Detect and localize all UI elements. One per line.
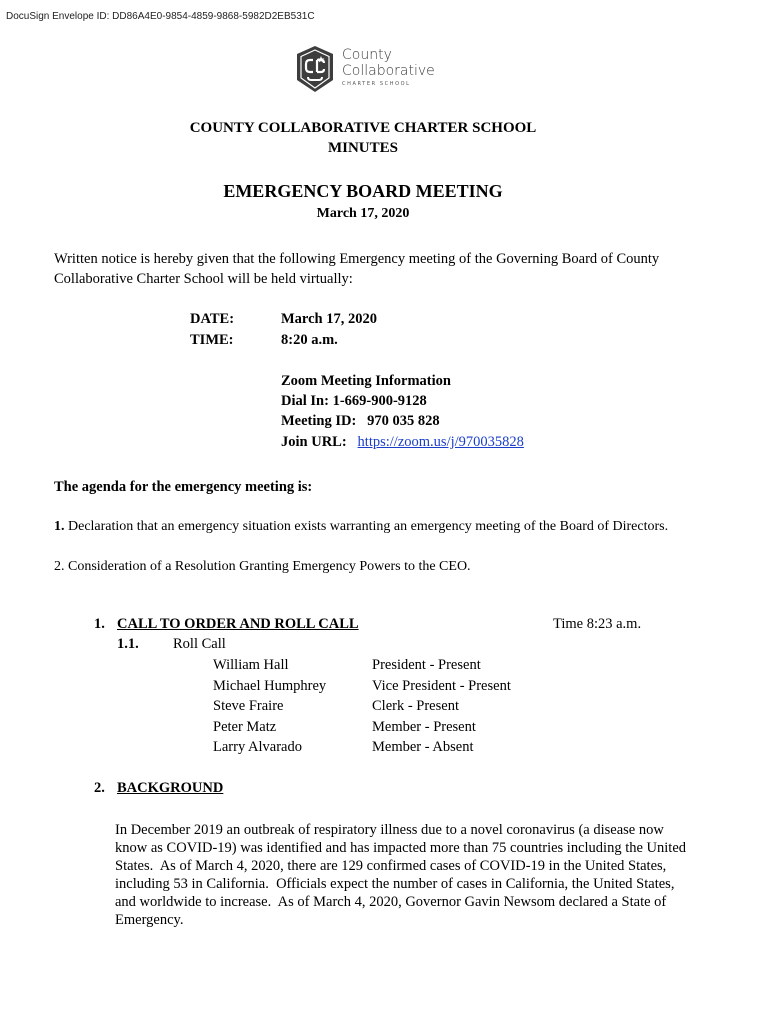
dial-in: Dial In: 1-669-900-9128 [281,393,427,409]
roll-member-status: Member - Present [372,719,476,735]
logo-text-line3: CHARTER SCHOOL [342,81,411,87]
roll-member-name: Larry Alvarado [213,739,302,755]
section1-number: 1. [94,616,105,632]
background-line: In December 2019 an outbreak of respiratory illness due to a novel coronavirus (a disease now [115,822,664,838]
time-label: TIME: [190,332,234,348]
agenda-item-1 [54,517,714,537]
agenda-item-1-text: Declaration that an emergency situation exists warranting an emergency meeting of the Board of Directors. [64,519,669,534]
section2-number: 2. [94,780,105,796]
meeting-id: Meeting ID: 970 035 828 [281,413,440,429]
background-line: and worldwide to increase. As of March 4, 2020, Governor Gavin Newsom declared a State of [115,894,667,910]
roll-member-name: Peter Matz [213,719,277,735]
date-label: DATE: [190,311,235,327]
zoom-heading: Zoom Meeting Information [281,373,451,389]
logo-badge-icon [294,44,336,94]
school-name: COUNTY COLLABORATIVE CHARTER SCHOOL [189,120,537,136]
roll-member-status: Vice President - Present [372,678,511,694]
meeting-title: EMERGENCY BOARD MEETING [223,181,503,201]
time-value: 8:20 a.m. [281,332,338,348]
subsection-title: Roll Call [173,636,226,652]
join-url-link[interactable]: https://zoom.us/j/970035828 [357,434,524,450]
roll-member-status: President - Present [372,657,481,673]
join-url-row [281,434,524,451]
doc-type: MINUTES [327,140,398,156]
logo-text-line1: County [342,47,392,63]
roll-member-name: Michael Humphrey [213,678,327,694]
notice-paragraph: Written notice is hereby given that the following Emergency meeting of the Governing Board of County Collaborative Charter School will be held virtually: [54,251,660,287]
school-logo [294,44,444,96]
section1-title: CALL TO ORDER AND ROLL CALL [117,616,359,632]
background-line: Emergency. [115,912,184,928]
meeting-date: March 17, 2020 [316,206,410,221]
subsection-number: 1.1. [117,636,139,652]
logo-text-line2: Collaborative [342,63,435,79]
roll-member-name: Steve Fraire [213,698,284,714]
roll-member-name: William Hall [213,657,289,673]
section2-title: BACKGROUND [117,780,224,796]
date-value: March 17, 2020 [281,311,377,327]
agenda-item-1-num: 1. [54,519,65,534]
agenda-item-2: 2. Consideration of a Resolution Granting Emergency Powers to the CEO. [54,559,471,574]
join-url-label: Join URL: [281,434,347,450]
docusign-envelope-id: DocuSign Envelope ID: DD86A4E0-9854-4859-9868-5982D2EB531C [6,11,315,22]
roll-member-status: Clerk - Present [372,698,459,714]
background-line: including 53 in California. Officials expect the number of cases in California, the United States, [115,876,675,892]
agenda-heading: The agenda for the emergency meeting is: [54,479,313,495]
call-to-order-time: Time 8:23 a.m. [553,616,642,632]
background-line: know as COVID-19) was identified and has impacted more than 75 countries including the United [115,840,687,856]
roll-member-status: Member - Absent [372,739,474,755]
background-line: States. As of March 4, 2020, there are 129 confirmed cases of COVID-19 in the United States, [115,858,667,874]
